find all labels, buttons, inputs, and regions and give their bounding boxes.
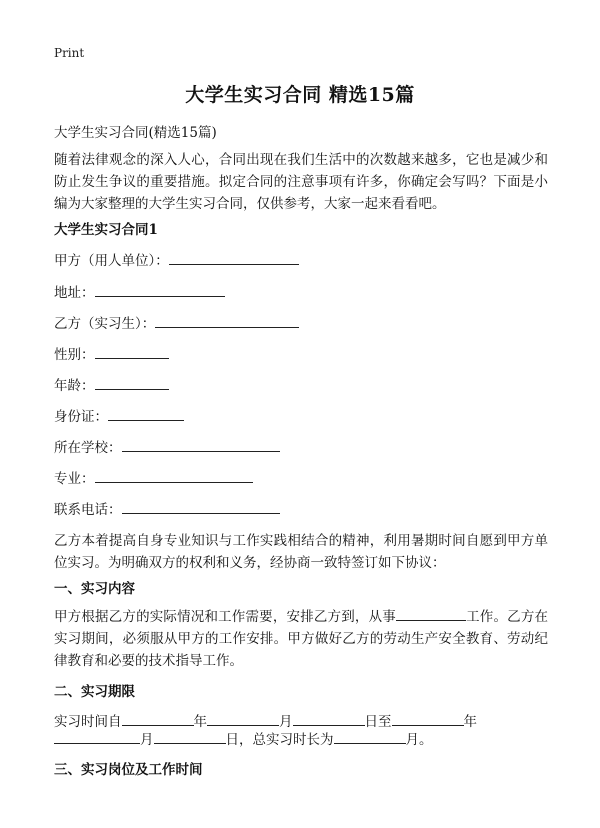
party-a-blank: [169, 250, 299, 265]
id-card-blank: [108, 406, 184, 421]
age-blank: [95, 375, 169, 390]
school-blank: [122, 437, 280, 452]
start-year-label: 年: [193, 714, 207, 730]
major-blank: [95, 468, 253, 483]
end-day-blank: [154, 729, 226, 744]
gender-field: [54, 343, 169, 363]
phone-field: [54, 498, 280, 518]
clause-2-line-2: [54, 728, 433, 748]
clause-1-blank: [396, 606, 466, 621]
address-label: 地址：: [54, 285, 95, 301]
age-field: [54, 374, 169, 394]
id-card-field: [54, 405, 184, 425]
party-a-field: [54, 249, 299, 269]
period-prefix: 实习时间自: [54, 714, 122, 730]
total-label: 日，总实习时长为: [225, 732, 334, 748]
id-card-label: 身份证：: [54, 409, 108, 425]
total-month-label: 月。: [405, 732, 433, 748]
preamble-paragraph: 乙方本着提高自身专业知识与工作实践相结合的精神，利用暑期时间自愿到甲方单位实习。为明确双方的权利和义务，经协商一致特签订如下协议：: [54, 533, 548, 571]
school-field: [54, 436, 280, 456]
start-month-blank: [207, 711, 279, 726]
end-month-blank: [54, 729, 140, 744]
start-year-blank: [122, 711, 194, 726]
end-year-label: 年: [463, 714, 477, 730]
print-link[interactable]: Print: [54, 46, 85, 60]
party-a-label: 甲方（用人单位）：: [54, 253, 169, 269]
major-field: [54, 467, 253, 487]
document-subtitle: 大学生实习合同(精选15篇): [54, 125, 217, 141]
address-field: [54, 281, 225, 301]
document-title: 大学生实习合同 精选15篇: [185, 84, 415, 106]
phone-label: 联系电话：: [54, 502, 122, 518]
end-month-label: 月: [140, 732, 154, 748]
age-label: 年龄：: [54, 378, 95, 394]
section-title: 大学生实习合同1: [54, 222, 158, 238]
total-blank: [334, 729, 406, 744]
clause-1-heading: 一、实习内容: [54, 581, 135, 597]
start-day-blank: [293, 711, 365, 726]
clause-1-part1: 甲方根据乙方的实际情况和工作需要，安排乙方到，从事: [54, 609, 396, 625]
gender-label: 性别：: [54, 347, 95, 363]
end-year-blank: [392, 711, 464, 726]
gender-blank: [95, 344, 169, 359]
address-blank: [95, 282, 225, 297]
party-b-blank: [155, 313, 299, 328]
start-month-label: 月: [279, 714, 293, 730]
intro-paragraph: 随着法律观念的深入人心，合同出现在我们生活中的次数越来越多，它也是减少和防止发生争议的重要措施。拟定合同的注意事项有许多，你确定会写吗？下面是小编为大家整理的大学生实习合同，仅供参考，大家一起来看看吧。: [54, 152, 548, 212]
phone-blank: [122, 499, 280, 514]
clause-1-text: [54, 606, 548, 672]
party-b-label: 乙方（实习生）：: [54, 316, 156, 332]
clause-2-line-1: [54, 710, 477, 730]
to-label: 日至: [364, 714, 392, 730]
party-b-field: [54, 312, 299, 332]
clause-3-heading: 三、实习岗位及工作时间: [54, 762, 203, 778]
clause-1-part2: 工作。乙方在实习期间，必须服从甲方的工作安排。甲方做好乙方的劳动生产安全教育、劳动纪律教育和必要的技术指导工作。: [54, 609, 549, 669]
school-label: 所在学校：: [54, 440, 122, 456]
major-label: 专业：: [54, 471, 95, 487]
clause-2-heading: 二、实习期限: [54, 684, 135, 700]
